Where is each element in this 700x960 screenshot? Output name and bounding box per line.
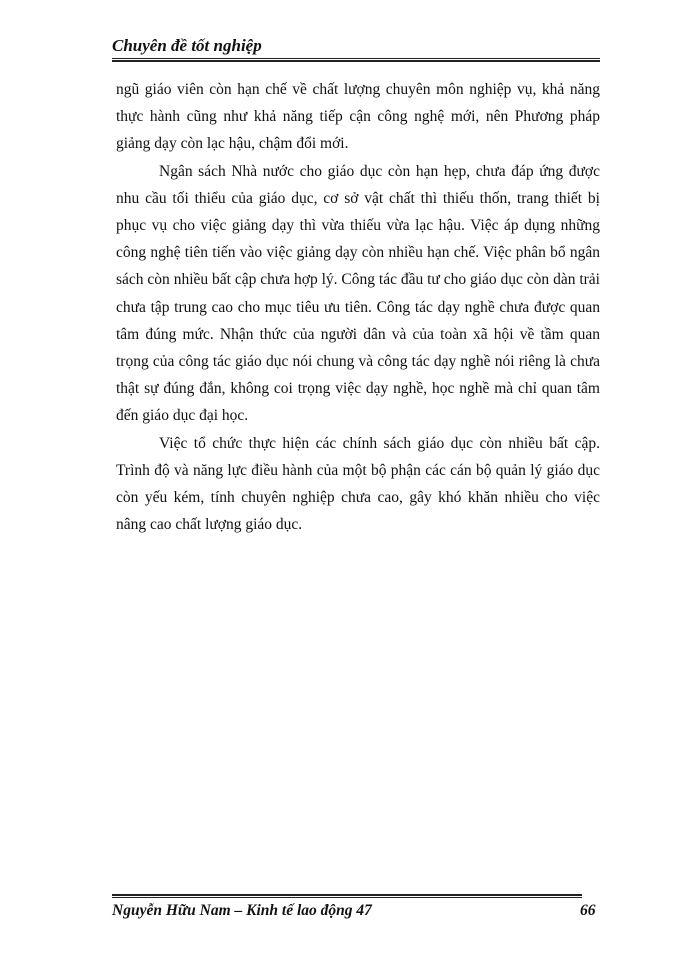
paragraph-continuation: ngũ giáo viên còn hạn chế về chất lượng chuyên môn nghiệp vụ, khả năng thực hành cũng như khả năng tiếp cận công nghệ mới, nên Phương pháp giảng dạy còn lạc hậu, chậm đổi mới. [116,81,600,153]
footer-divider [112,894,582,898]
paragraph-budget: Ngân sách Nhà nước cho giáo dục còn hạn hẹp, chưa đáp ứng được nhu cầu tối thiểu của giáo dục, cơ sở vật chất thì thiếu thốn, trang thiết bị phục vụ cho việc giảng dạy thì vừa thiếu vừa lạc hậu. Việc áp dụng những công nghệ tiên tiến vào việc giảng dạy còn nhiều hạn chế. Việc phân bổ ngân sách còn nhiều bất cập chưa hợp lý. Công tác đầu tư cho giáo dục còn dàn trải chưa tập trung cao cho mục tiêu ưu tiên. Công tác dạy nghề chưa được quan tâm đúng mức. Nhận thức của người dân và của toàn xã hội về tầm quan trọng của công tác giáo dục nói chung và công tác dạy nghề nói riêng là chưa thật sự đúng đắn, không coi trọng việc dạy nghề, học nghề mà chỉ quan tâm đến giáo dục đại học. [116,162,600,425]
document-body [116,76,600,538]
footer-author: Nguyễn Hữu Nam – Kinh tế lao động 47 [112,902,372,919]
header-divider [112,58,600,62]
paragraph-policy: Việc tổ chức thực hiện các chính sách giáo dục còn nhiều bất cập. Trình độ và năng lực điều hành của một bộ phận các cán bộ quản lý giáo dục còn yếu kém, tính chuyên nghiệp chưa cao, gây khó khăn nhiều cho việc nâng cao chất lượng giáo dục. [116,434,600,534]
page-header-title: Chuyên đề tốt nghiệp [112,36,262,55]
page-number: 66 [580,902,596,919]
